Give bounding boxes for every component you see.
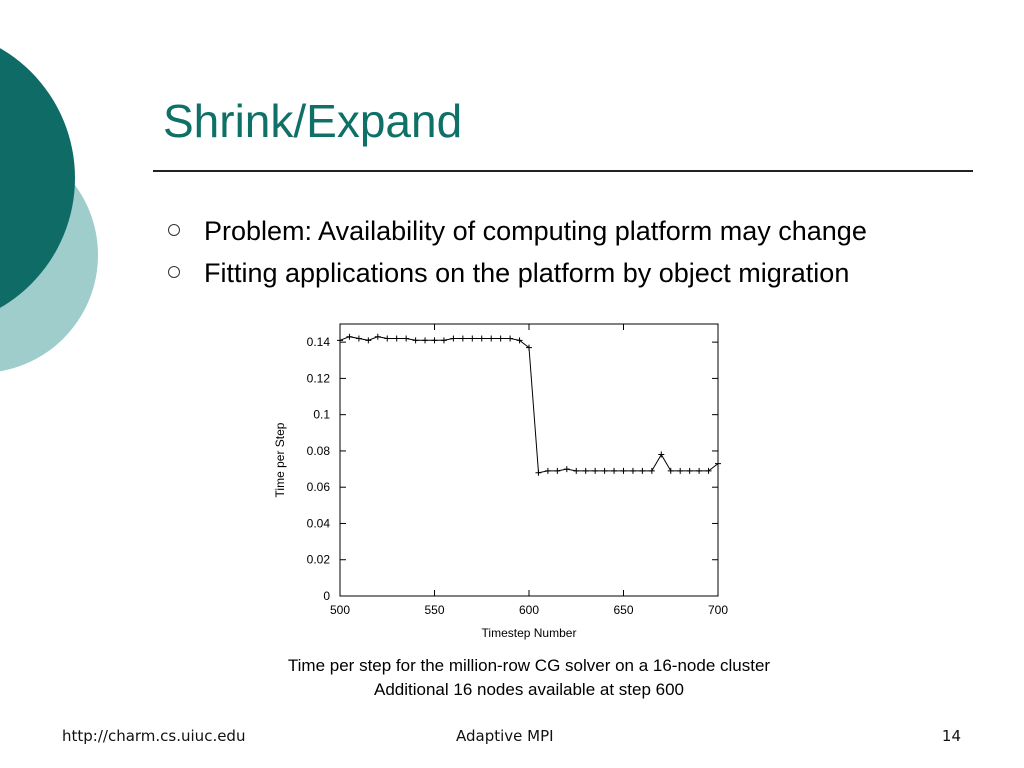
chart-container: [262, 318, 742, 653]
x-tick-label: 700: [707, 603, 729, 617]
data-point: [545, 468, 551, 474]
bullet-list: [166, 210, 867, 294]
data-point: [432, 337, 438, 343]
y-tick-label: 0.06: [306, 480, 330, 495]
y-tick-label: 0.1: [313, 407, 330, 422]
data-point: [535, 470, 541, 476]
data-point: [696, 468, 702, 474]
title-divider: [153, 170, 973, 172]
data-point: [498, 336, 504, 342]
axes-layer: [273, 324, 728, 640]
data-point: [630, 468, 636, 474]
plot-frame: [340, 324, 718, 596]
data-point: [422, 337, 428, 343]
data-point: [384, 336, 390, 342]
bullet-text: Problem: Availability of computing platform may change: [204, 216, 867, 246]
data-point: [375, 334, 381, 340]
data-point: [611, 468, 617, 474]
data-point: [450, 336, 456, 342]
x-axis-label: Timestep Number: [481, 626, 577, 640]
data-point: [639, 468, 645, 474]
bullet-item: [166, 252, 867, 294]
bullet-text: Fitting applications on the platform by object migration: [204, 258, 850, 288]
data-point: [687, 468, 693, 474]
bullet-circle-icon: [168, 266, 180, 278]
y-axis-label: Time per Step: [273, 422, 287, 498]
decorative-circles: [0, 0, 110, 420]
data-point: [554, 468, 560, 474]
data-point: [602, 468, 608, 474]
y-tick-label: 0.08: [306, 443, 330, 458]
time-per-step-chart: [262, 318, 742, 648]
data-point: [488, 336, 494, 342]
series-layer: [337, 334, 721, 476]
x-tick-label: 650: [613, 603, 634, 617]
y-tick-label: 0.04: [306, 516, 330, 531]
y-tick-label: 0: [323, 589, 330, 603]
bullet-item: [166, 210, 867, 252]
data-point: [479, 336, 485, 342]
data-point: [413, 337, 419, 343]
data-point: [573, 468, 579, 474]
data-point: [649, 468, 655, 474]
data-point: [658, 452, 664, 458]
data-point: [592, 468, 598, 474]
y-tick-label: 0.14: [306, 335, 330, 350]
data-point: [564, 466, 570, 472]
y-tick-label: 0.12: [306, 371, 330, 386]
data-point: [403, 336, 409, 342]
figure-caption: [0, 654, 1024, 702]
data-point: [507, 336, 513, 342]
page-number: 14: [941, 727, 961, 745]
x-tick-label: 600: [518, 603, 540, 617]
data-point: [365, 337, 371, 343]
data-point: [356, 336, 362, 342]
footer-url: http://charm.cs.uiuc.edu: [62, 727, 246, 745]
data-point: [441, 337, 447, 343]
data-point: [460, 336, 466, 342]
x-tick-label: 500: [329, 603, 351, 617]
data-point: [677, 468, 683, 474]
caption-line: Additional 16 nodes available at step 600: [373, 680, 684, 699]
data-point: [469, 336, 475, 342]
page-title: Shrink/Expand: [163, 95, 463, 147]
caption-line: Time per step for the million-row CG solver on a 16-node cluster: [287, 656, 771, 675]
bullet-circle-icon: [168, 224, 180, 236]
data-point: [583, 468, 589, 474]
x-tick-label: 550: [424, 603, 445, 617]
footer-title: Adaptive MPI: [456, 727, 554, 745]
data-point: [668, 468, 674, 474]
y-tick-label: 0.02: [306, 552, 330, 567]
data-point: [621, 468, 627, 474]
data-point: [394, 336, 400, 342]
data-point: [346, 334, 352, 340]
